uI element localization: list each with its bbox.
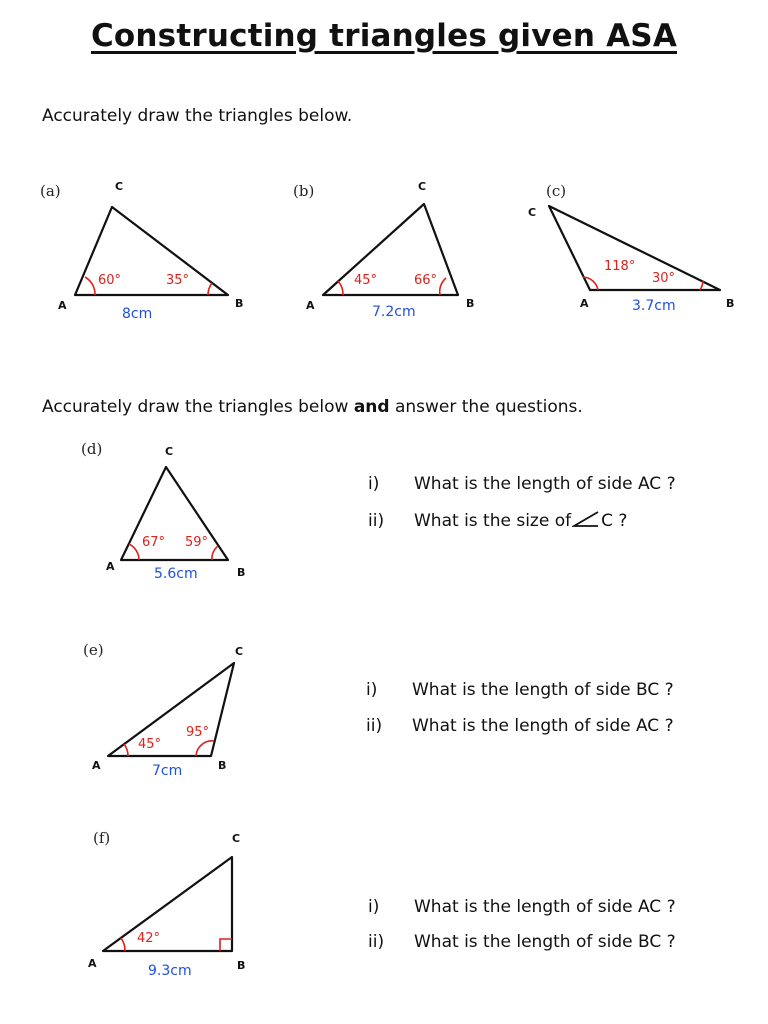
angle-arc-b-b <box>440 278 446 295</box>
angle-b-e: 95° <box>186 725 210 740</box>
base-length-f: 9.3cm <box>148 963 192 979</box>
instruction-2-bold: and <box>353 397 390 417</box>
base-length-e: 7cm <box>152 763 183 779</box>
angle-arc-b-a <box>338 281 343 295</box>
instruction-2-after: answer the questions. <box>389 397 583 417</box>
instruction-2 <box>42 397 583 417</box>
angle-arc-c-b <box>700 281 703 290</box>
question-number: ii) <box>368 932 385 952</box>
angle-arc-d-a <box>129 544 139 560</box>
question-text: What is the length of side AC ? <box>414 897 676 917</box>
vertex-c-b: C <box>418 180 427 193</box>
vertex-a-c: A <box>580 297 589 310</box>
triangle-e-shape <box>108 663 234 756</box>
angle-arc-f-a <box>121 938 125 951</box>
angle-b-d: 59° <box>185 535 209 550</box>
vertex-b-d: B <box>237 566 246 579</box>
vertex-b-c: B <box>726 297 735 310</box>
question-number: i) <box>368 474 380 494</box>
triangle-f-shape <box>103 857 232 951</box>
base-length-d: 5.6cm <box>154 566 198 582</box>
vertex-c-f: C <box>232 832 241 845</box>
angle-a-e: 45° <box>138 737 162 752</box>
question-number: i) <box>366 680 378 700</box>
vertex-a-e: A <box>92 759 101 772</box>
vertex-b-f: B <box>237 959 246 972</box>
part-label-f: (f) <box>93 829 111 847</box>
base-length-a: 8cm <box>122 306 153 322</box>
angle-a-b: 45° <box>354 273 378 288</box>
vertex-a-d: A <box>106 560 115 573</box>
angle-a-f: 42° <box>137 931 161 946</box>
triangle-c <box>528 182 734 314</box>
instruction-1: Accurately draw the triangles below. <box>42 106 353 126</box>
angle-a-c: 118° <box>604 259 636 274</box>
part-label-d: (d) <box>81 440 103 458</box>
base-length-b: 7.2cm <box>372 304 416 320</box>
question-number: i) <box>368 897 380 917</box>
angle-b-b: 66° <box>414 273 438 288</box>
vertex-b-e: B <box>218 759 227 772</box>
part-label-e: (e) <box>83 641 104 659</box>
question-number: ii) <box>366 716 383 736</box>
vertex-c-e: C <box>235 645 244 658</box>
part-label-b: (b) <box>293 182 315 200</box>
angle-arc-e-a <box>124 744 128 756</box>
triangle-e <box>83 641 243 779</box>
triangle-d-shape <box>121 467 228 560</box>
angle-a-a: 60° <box>98 273 122 288</box>
instruction-2-before: Accurately draw the triangles below <box>42 397 354 417</box>
angle-arc-a-b <box>208 283 212 295</box>
question-text: What is the size of <box>414 511 572 531</box>
angle-arc-a-a <box>85 277 95 295</box>
angle-b-a: 35° <box>166 273 190 288</box>
right-angle-mark-f <box>220 939 232 951</box>
vertex-a-b: A <box>306 299 315 312</box>
question-d-1 <box>368 474 676 494</box>
vertex-b-b: B <box>466 297 475 310</box>
triangle-a <box>40 180 243 322</box>
page-title: Constructing triangles given ASA <box>90 18 678 54</box>
part-label-c: (c) <box>546 182 567 200</box>
triangle-b-shape <box>323 204 458 295</box>
question-text: What is the length of side AC ? <box>414 474 676 494</box>
question-d-2 <box>368 510 627 531</box>
vertex-c-c: C <box>528 206 537 219</box>
triangle-f <box>88 829 245 979</box>
base-length-c: 3.7cm <box>632 298 676 314</box>
vertex-b-a: B <box>235 297 244 310</box>
angle-b-c: 30° <box>652 271 676 286</box>
question-f-2 <box>368 932 676 952</box>
triangle-c-shape <box>549 206 720 290</box>
angle-arc-d-b <box>212 546 218 560</box>
triangle-d <box>81 440 245 582</box>
vertex-a-a: A <box>58 299 67 312</box>
triangle-b <box>293 180 474 320</box>
question-text: What is the length of side BC ? <box>412 680 674 700</box>
angle-a-d: 67° <box>142 535 166 550</box>
question-text: What is the length of side AC ? <box>412 716 674 736</box>
question-e-2 <box>366 716 674 736</box>
question-text-end: C ? <box>601 511 628 531</box>
angle-icon <box>572 510 600 528</box>
vertex-a-f: A <box>88 957 97 970</box>
question-f-1 <box>368 897 676 917</box>
vertex-c-a: C <box>115 180 124 193</box>
question-e-1 <box>366 680 674 700</box>
part-label-a: (a) <box>40 182 61 200</box>
question-number: ii) <box>368 511 385 531</box>
question-text: What is the length of side BC ? <box>414 932 676 952</box>
vertex-c-d: C <box>165 445 174 458</box>
